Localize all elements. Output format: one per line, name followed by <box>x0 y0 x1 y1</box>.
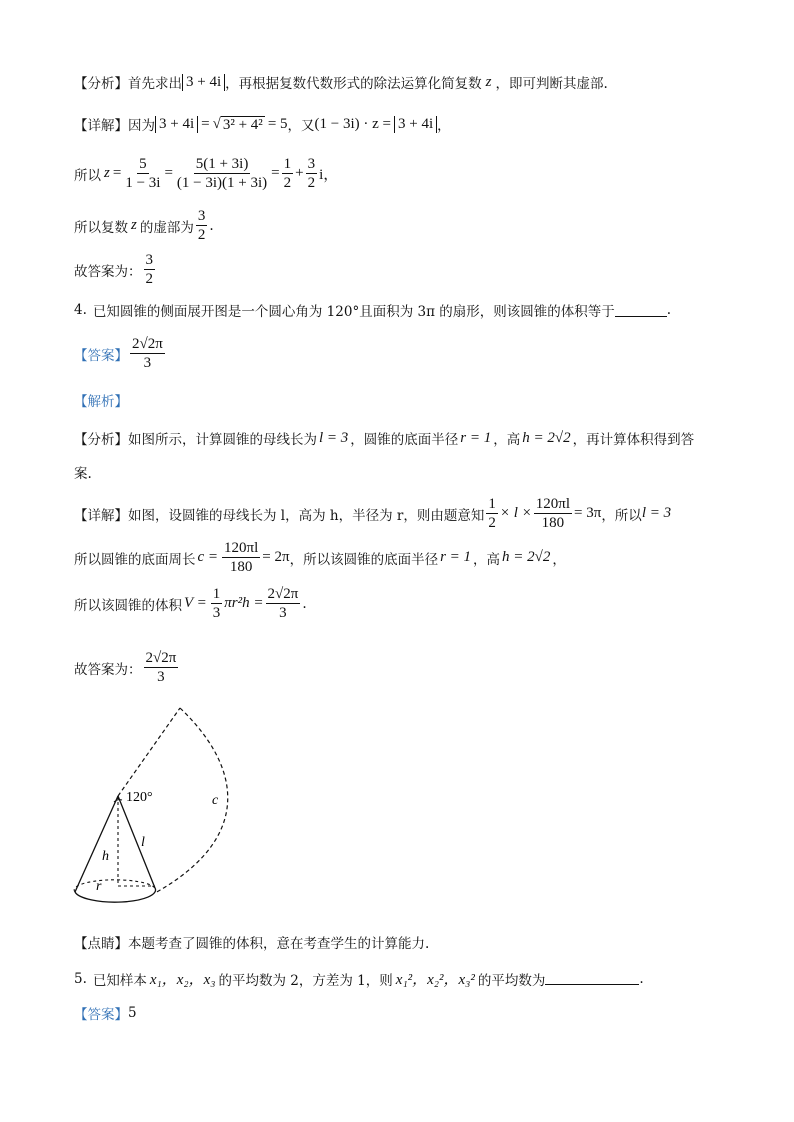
variable-z: z <box>104 165 110 181</box>
q4-analysis-line-2: 案. <box>74 466 92 482</box>
cone-right-edge <box>118 796 155 888</box>
equals-five: = 5 <box>267 115 288 132</box>
answer-blank <box>545 972 639 985</box>
product-expression: (1 − 3i) · z = <box>314 115 392 132</box>
h-label: h <box>102 849 109 864</box>
q3-z-line: 所以 z = $\frac{5}{1 - 3i}$ = $\frac{5(1 + 3i)}{(1 - 3i)(1 + 3i)}$ = $\frac{1}{2}$ + $\frac{3}{2}$ i， <box>74 156 339 191</box>
comma: ， <box>437 118 451 134</box>
imag-text: 所以复数 <box>74 219 128 236</box>
i-tail: i， <box>319 167 339 183</box>
fraction: $\frac{2√2\pi}{3}$ <box>132 336 163 371</box>
r-label: r <box>96 879 102 894</box>
detail-text-b: ，又 <box>287 118 315 134</box>
q5-stem: 5. 已知样本 x₁，x₂，x₃ 的平均数为 2，方差为 1，则 x₁²，x₂²，x₃² 的平均数为 . <box>74 970 644 989</box>
analysis-tag: 【分析】 <box>74 76 128 92</box>
analysis-text-b: ，再根据复数代数形式的除法运算化简复数 <box>225 76 482 92</box>
equals: = <box>201 115 210 132</box>
jiexi-tag: 【解析】 <box>74 394 128 410</box>
q3-analysis-line <box>74 72 608 92</box>
q4-analysis-line: 【分析】 如图所示，计算圆锥的母线长为 l = 3 ，圆锥的底面半径 r = 1 ，高 h = 2√2 ，再计算体积得到答 <box>74 429 695 448</box>
comment-text: 本题考查了圆锥的体积，意在考查学生的计算能力. <box>128 936 430 952</box>
fraction: $\frac{3}{2}$ <box>197 208 206 243</box>
fraction: $\frac{5}{1 - 3i}$ <box>125 156 161 191</box>
imag-text-2: 的虚部为 <box>139 219 194 236</box>
answer-tag: 【答案】 <box>74 1007 128 1023</box>
cone-left-edge <box>75 796 118 892</box>
q3-imag-line: 所以复数 z 的虚部为 $\frac{3}{2}$ . <box>74 208 214 243</box>
abs-expression: 3 + 4i <box>155 116 198 133</box>
fraction: $\frac{120\pi l}{180}$ <box>535 496 571 531</box>
c-label: c <box>212 793 219 808</box>
q4-detail-line: 【详解】 如图，设圆锥的母线长为 l，高为 h，半径为 r，则由题意知 $\frac{1}{2}$ × l × $\frac{120\pi l}{180}$ = 3π ，所以 l = 3 <box>74 496 672 531</box>
q4-final-answer-line: 故答案为： $\frac{2√2\pi}{3}$ <box>74 650 177 685</box>
fraction: $\frac{3}{2}$ <box>145 252 153 287</box>
q5-answer-line <box>74 1003 137 1023</box>
so-text: 所以 <box>74 167 101 184</box>
detail-text-a: 因为 <box>128 118 155 134</box>
fraction: $\frac{1}{3}$ <box>212 586 221 621</box>
answer-blank <box>615 304 667 317</box>
q4-volume-line: 所以该圆锥的体积 V = $\frac{1}{3}$ πr²h = $\frac{2√2\pi}{3}$ . <box>74 586 307 621</box>
question-number: 5. <box>74 970 87 987</box>
cone-base-front <box>75 888 156 902</box>
analysis-tag: 【分析】 <box>74 432 128 448</box>
answer-value: 5 <box>128 1005 137 1021</box>
variable-z: z <box>131 217 137 233</box>
detail-tag: 【详解】 <box>74 118 128 134</box>
comment-tag: 【点睛】 <box>74 936 128 952</box>
fraction: $\frac{1}{2}$ <box>488 496 496 531</box>
q4-circumference-line: 所以圆锥的底面周长 c = $\frac{120\pi l}{180}$ = 2π ，所以该圆锥的底面半径 r = 1 ，高 h = 2√2 ， <box>74 540 566 575</box>
sqrt-expression: √ 3² + 4² <box>212 115 263 133</box>
fraction: $\frac{5(1 + 3i)}{(1 - 3i)(1 + 3i)}$ <box>176 156 268 191</box>
q4-stem: 4. 已知圆锥的侧面展开图是一个圆心角为 120°且面积为 3π 的扇形，则该圆锥的体积等于 . <box>74 302 672 320</box>
variable-z: z <box>485 73 492 90</box>
fraction: $\frac{2√2\pi}{3}$ <box>267 586 299 621</box>
q4-answer-line <box>74 336 167 371</box>
fraction: $\frac{3}{2}$ <box>307 156 316 191</box>
cone-figure <box>60 700 260 920</box>
q4-jiexi-line <box>74 390 128 410</box>
sqrt-radicand: 3² + 4² <box>222 116 263 133</box>
fraction: $\frac{1}{2}$ <box>283 156 292 191</box>
angle-label: 120° <box>126 790 153 805</box>
answer-text: 故答案为： <box>74 263 142 280</box>
q3-answer-line <box>74 252 157 287</box>
fraction: $\frac{2√2\pi}{3}$ <box>145 650 177 685</box>
analysis-text-a: 首先求出 <box>128 76 182 92</box>
question-stem: 已知圆锥的侧面展开图是一个圆心角为 120°且面积为 3π 的扇形，则该圆锥的体积等于 <box>92 304 615 320</box>
l-label: l <box>141 835 145 850</box>
detail-tag: 【详解】 <box>74 507 128 524</box>
q3-detail-line <box>74 114 451 134</box>
fraction: $\frac{120\pi l}{180}$ <box>224 540 259 575</box>
abs-expression: 3 + 4i <box>394 116 437 133</box>
sector-radius-dashed <box>118 708 180 796</box>
q4-comment-line <box>74 932 429 952</box>
analysis-text-c: ，即可判断其虚部. <box>495 76 608 92</box>
answer-tag: 【答案】 <box>74 347 128 364</box>
abs-expression: 3 + 4i <box>182 74 225 91</box>
question-number: 4. <box>74 302 87 318</box>
